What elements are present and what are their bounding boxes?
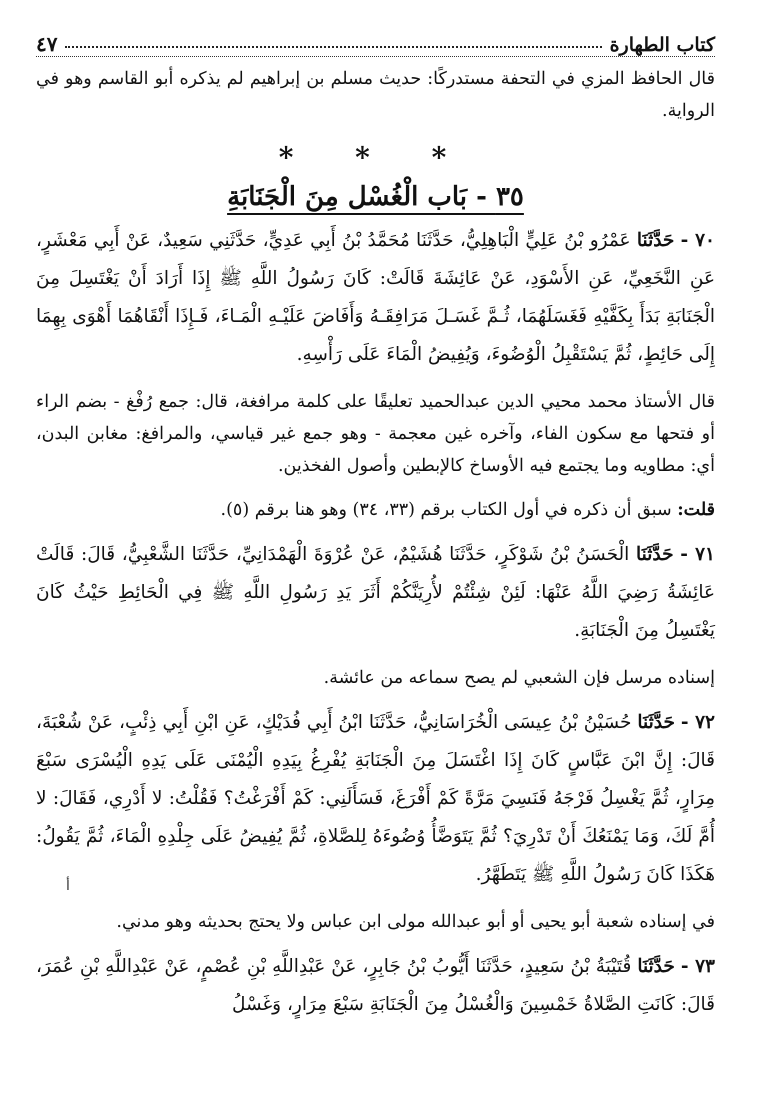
hadith-72 [36, 704, 715, 894]
hadith-text: عَمْرُو بْنُ عَلِيٍّ الْبَاهِلِيُّ، حَدَّثَنَا مُحَمَّدُ بْنُ أَبِي عَدِيٍّ، حَدَّثَنِي سَعِيدٌ، عَنْ أَبِي مَعْشَرٍ، عَنِ النَّخَعِيِّ، عَنِ الأَسْوَدِ، عَنْ عَائِشَةَ قَالَتْ: كَانَ رَسُولُ اللَّهِ ﷺ إِذَا أَرَادَ أَنْ يَغْتَسِلَ مِنَ الْجَنَابَةِ بَدَأَ بِكَفَّيْهِ فَغَسَلَهُمَا، ثُـمَّ غَسَـلَ مَرَافِقَـهُ وَأَفَاضَ عَلَيْـهِ الْمَـاءَ، فَـإِذَا أَنْقَاهُمَا أَهْوَى بِهِمَا إِلَى حَائِطٍ، ثُمَّ يَسْتَقْبِلُ الْوُضُوءَ، وَيُفِيضُ الْمَاءَ عَلَى رَأْسِهِ. [36, 230, 715, 365]
section-separator: * * * [278, 141, 473, 174]
book-title: كتاب الطهارة [609, 34, 715, 56]
hadith-lead: حَدَّثَنَا [635, 544, 674, 565]
hadith-text: حُسَيْنُ بْنُ عِيسَى الْخُرَاسَانِيُّ، حَدَّثَنَا ابْنُ أَبِي فُدَيْكٍ، عَنِ ابْنِ أَبِي ذِئْبٍ، عَنْ شُعْبَةَ، قَالَ: إِنَّ ابْنَ عَبَّاسٍ كَانَ إِذَا اغْتَسَلَ مِنَ الْجَنَابَةِ يُفْرِغُ بِيَدِهِ الْيُمْنَى عَلَى يَدِهِ الْيُسْرَى سَبْعَ مِرَارٍ، ثُمَّ يَغْسِلُ فَرْجَهُ فَنَسِيَ مَرَّةً كَمْ أَفْرَغَ، فَسَأَلَنِي: كَمْ أَفْرَغْتُ؟ فَقُلْتُ: لا أَدْرِي، فَقَالَ: لا أُمَّ لَكَ، وَمَا يَمْنَعُكَ أَنْ تَدْرِيَ؟ ثُمَّ يَتَوَضَّأُ وُضُوءَهُ لِلصَّلاةِ، ثُمَّ يُفِيضُ عَلَى جِلْدِهِ الْمَاءَ، ثُمَّ يَقُولُ: هَكَذَا كَانَ رَسُولُ اللَّهِ ﷺ يَتَطَهَّرُ. [36, 712, 715, 885]
intro-note: قال الحافظ المزي في التحفة مستدركًا: حديث مسلم بن إبراهيم لم يذكره أبو القاسم وهو في الرواية. [36, 69, 715, 121]
qult-note [36, 494, 715, 526]
page-number: ٤٧ [36, 32, 58, 56]
qult-text: سبق أن ذكره في أول الكتاب برقم (٣٣، ٣٤) وهو هنا برقم (٥). [220, 500, 672, 520]
note-70: قال الأستاذ محمد محيي الدين عبدالحميد تعليقًا على كلمة مرافغة، قال: جمع رُفْغ - بضم الراء أو فتحها مع سكون الفاء، وآخره غين معجمة - وهو جمع غير قياسي، والمرافغ: مغابن البدن، أي: مطاويه وما يجتمع فيه الأوساخ كالإبطين وأصول الفخذين. [36, 392, 715, 476]
leader-dots [65, 46, 601, 48]
hadith-number: ٧٠ - [680, 230, 715, 251]
chapter-title: ٣٥ - بَاب الْغُسْل مِنَ الْجَنَابَةِ [227, 182, 524, 212]
hadith-number: ٧١ - [680, 544, 715, 565]
hadith-text: الْحَسَنُ بْنُ شَوْكَرٍ، حَدَّثَنَا هُشَيْمٌ، عَنْ عُرْوَةَ الْهَمْدَانِيِّ، حَدَّثَنَا الشَّعْبِيُّ، قَالَ: قَالَتْ عَائِشَةُ رَضِيَ اللَّهُ عَنْهَا: لَئِنْ شِئْتُمْ لأُرِيَنَّكُمْ أَثَرَ يَدِ رَسُولِ اللَّهِ ﷺ فِي الْحَائِطِ حَيْثُ كَانَ يَغْتَسِلُ مِنَ الْجَنَابَةِ. [36, 544, 715, 641]
hadith-text: قُتَيْبَةُ بْنُ سَعِيدٍ، حَدَّثَنَا أَيُّوبُ بْنُ جَابِرٍ، عَنْ عَبْدِاللَّهِ بْنِ عُصْمٍ، عَنْ عَبْدِاللَّهِ بْنِ عُمَرَ، قَالَ: كَانَتِ الصَّلاةُ خَمْسِينَ وَالْغُسْلُ مِنَ الْجَنَابَةِ سَبْعَ مِرَارٍ، وَغَسْلُ [36, 956, 715, 1015]
note-71: إسناده مرسل فإن الشعبي لم يصح سماعه من عائشة. [323, 668, 715, 688]
note-72: في إسناده شعبة أبو يحيى أو أبو عبدالله مولى ابن عباس ولا يحتج بحديثه وهو مدني. [116, 912, 715, 932]
margin-mark: أ [66, 878, 70, 894]
hadith-lead: حَدَّثَنَا [637, 712, 675, 733]
hadith-73 [36, 948, 715, 1024]
running-header [36, 22, 715, 57]
hadith-number: ٧٢ - [680, 712, 715, 733]
hadith-71 [36, 536, 715, 650]
hadith-lead: حَدَّثَنَا [637, 956, 675, 977]
hadith-number: ٧٣ - [680, 956, 715, 977]
qult-lead: قلت: [677, 500, 715, 520]
hadith-lead: حَدَّثَنَا [636, 230, 675, 251]
hadith-70 [36, 222, 715, 374]
